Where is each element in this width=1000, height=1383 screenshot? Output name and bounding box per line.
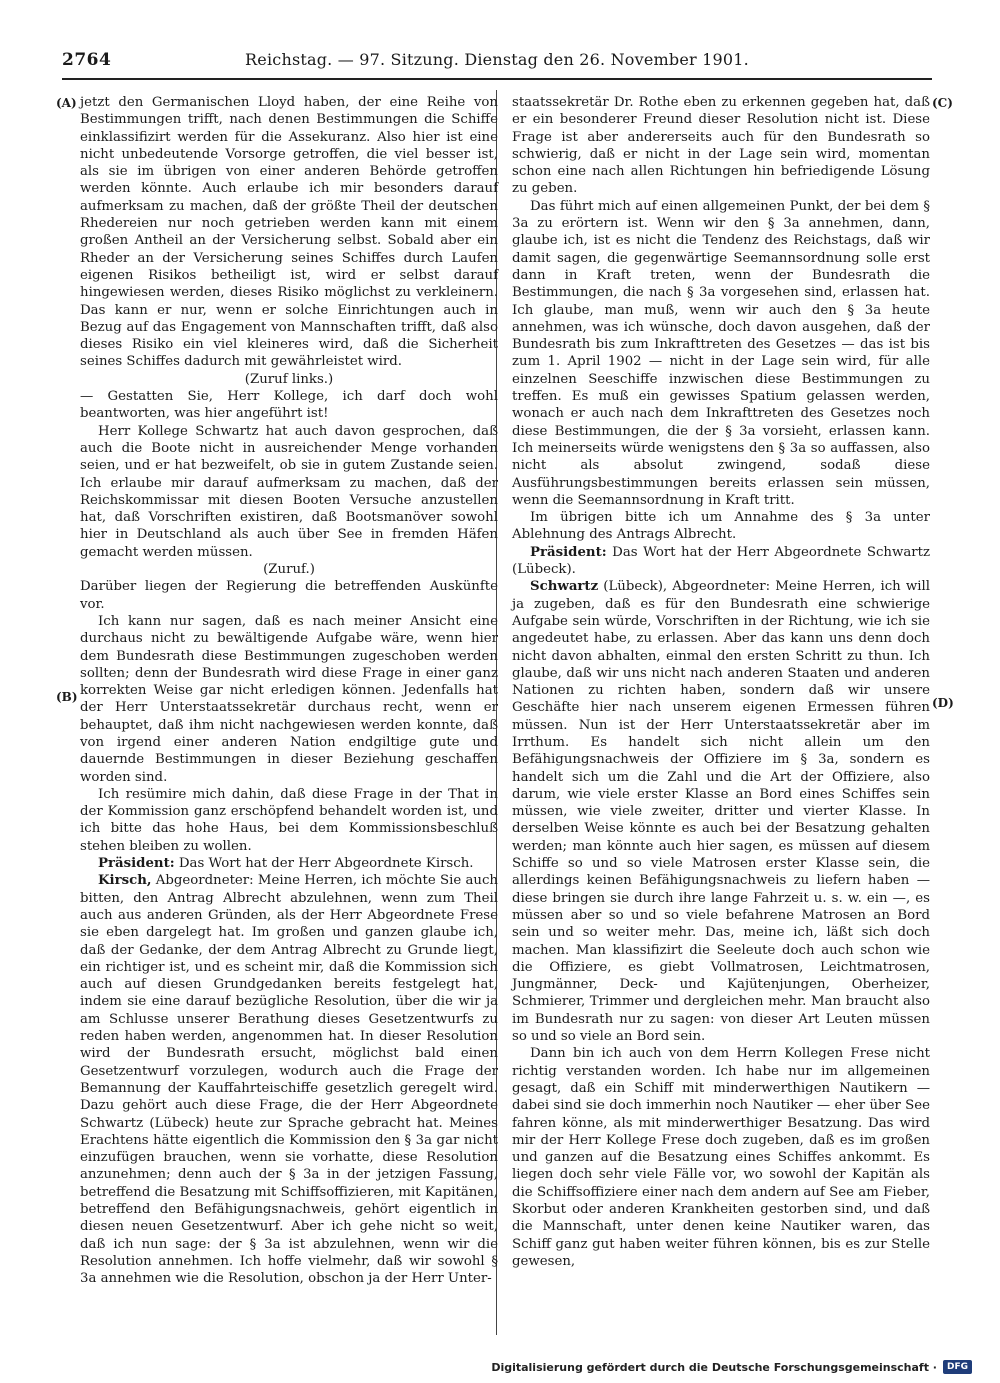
right-column <box>512 94 930 1270</box>
statement-text: Das Wort hat der Herr Abgeordnete Kirsch. <box>178 856 474 872</box>
schwartz-speech <box>512 578 930 1045</box>
page-header <box>62 50 932 74</box>
margin-marker-c: (C) <box>932 96 953 110</box>
paragraph: jetzt den Germanischen Lloyd haben, der eine Reihe von Bestimmungen trifft, nach denen Bestimmungen die Schiffe einklassifizirt werden für die Assekuranz. Also hier ist eine nicht unbedeutende Vorsorge getroffen, die viel besser ist, als sie im übrigen von einer anderen Behörde getroffen werden könnte. Auch erlaube ich mir besonders darauf aufmerksam zu machen, daß der größte Theil der deutschen Rhedereien nur noch getrieben werden kann mit einem großen Antheil an der Versicherung selbst. Sobald aber ein Rheder an der Versicherung seines Schiffes durch Laufen eigenen Risikos betheiligt ist, wird er selbst darauf hingewiesen werden, dieses Risiko möglichst zu verkleinern. Das kann er nur, wenn er solche Einrichtungen auch in Bezug auf das Engagement von Mannschaften trifft, daß also dieses Risiko ein viel kleineres wird, daß die Sicherheit seines Schiffes dadurch mit gewährleistet wird. <box>80 95 498 370</box>
speech-text: (Lübeck), Abgeordneter: Meine Herren, ich will ja zugeben, daß es für den Bundesrath eine schwierige Aufgabe sein würde, Vorschriften in der Richtung, wie ich sie angedeutet habe, zu erlassen. Aber das kann uns denn doch nicht davon abhalten, einmal den ersten Schritt zu thun. Ich glaube, daß wir uns nicht nach anderen Staaten und anderen Nationen zu richten haben, sondern daß wir unsere Geschäfte hier nach unserem eigenen Ermessen führen müssen. Nun ist der Herr Unterstaatssekretär aber im Irrthum. Es handelt sich nicht allein um den Befähigungsnachweis der Offiziere im § 3a, sondern es handelt sich um die Zahl und die Art der Offiziere, also darum, wie viele erster Klasse an Bord eines Schiffes sein müssen, wie viele zweiter, dritter und vierter Klasse. In derselben Weise könnte es auch bei der Besatzung gehalten werden; man könnte auch hier sagen, es müssen auf diesem Schiffe so und so viele Matrosen erster Klasse sein, die allerdings keinen Befähigungsnachweis zu liefern haben — diese bringen sie durch ihre lange Fahrzeit u. s. w. ein —, es müssen aber so und so viele befahrene Matrosen an Bord sein und so weiter mehr. Das, meine ich, läßt sich doch machen. Man klassifizirt die Seeleute doch auch schon wie die Offiziere, es giebt Vollmatrosen, Leichtmatrosen, Jungmänner, Deck- und Kajütenjungen, Oberheizer, Schmierer, Trimmer und dergleichen mehr. Man braucht also im Bundesrath nur zu sagen: von dieser Art Leuten müssen so und so viele an Bord sein. <box>512 579 930 1045</box>
interjection: (Zuruf links.) <box>244 371 334 387</box>
page-number: 2764 <box>62 50 112 70</box>
president-statement <box>80 855 498 872</box>
margin-marker-a: (A) <box>56 96 77 110</box>
speech-text: Abgeordneter: Meine Herren, ich möchte Sie auch bitten, den Antrag Albrecht abzulehnen, wenn zum Theil auch aus anderen Gründen, als der Herr Abgeordnete Frese sie eben dargelegt hat. Im großen und ganzen glaube ich, daß der Gedanke, der dem Antrag Albrecht zu Grunde liegt, ein richtiger ist, und es scheint mir, daß die Kommission sich auch auf diesen Grundgedanken bereits festgelegt hat, indem sie eine darauf bezügliche Resolution, über die wir ja am Schlusse unserer Berathung dieses Gesetzentwurfs zu reden haben werden, angenommen hat. In dieser Resolution wird der Bundesrath ersucht, möglichst bald einen Gesetzentwurf vorzulegen, wodurch auch die Frage der Bemannung der Kauffahrteischiffe gesetzlich geregelt wird. Dazu gehört auch diese Frage, die der Herr Abgeordnete Schwartz (Lübeck) heute zur Sprache gebracht hat. Meines Erachtens hätte eigentlich die Kommission den § 3a gar nicht einzufügen brauchen, wenn sie vorhatte, diese Resolution anzunehmen; denn auch der § 3a in der jetzigen Fassung, betreffend die Besatzung mit Schiffsoffizieren, mit Kapitänen, betreffend den Befähigungsnachweis, gehört eigentlich in diesen neuen Gesetzentwurf. Aber ich gehe nicht so weit, daß ich nun sage: der § 3a ist abzulehnen, wenn wir die Resolution annehmen. Ich hoffe vielmehr, daß wir sowohl § 3a annehmen wie die Resolution, obschon ja der Herr Unter- <box>80 873 498 1287</box>
kirsch-speech <box>80 872 498 1287</box>
margin-marker-d: (D) <box>932 696 954 710</box>
margin-marker-b: (B) <box>56 690 78 704</box>
paragraph: — Gestatten Sie, Herr Kollege, ich darf doch wohl beantworten, was hier angeführt ist! <box>80 389 498 422</box>
paragraph: Ich resümire mich dahin, daß diese Frage in der That in der Kommission ganz erschöpfend behandelt worden ist, und ich bitte das hohe Haus, bei dem Kommissionsbeschluß stehen bleiben zu wollen. <box>80 786 498 854</box>
paragraph: Im übrigen bitte ich um Annahme des § 3a unter Ablehnung des Antrags Albrecht. <box>512 510 930 543</box>
president-statement <box>512 544 930 579</box>
paragraph: Dann bin ich auch von dem Herrn Kollegen Frese nicht richtig verstanden worden. Ich habe nur im allgemeinen gesagt, daß ein Schiff mit minderwerthigen Nautikern — dabei sind sie doch immerhin noch Nautiker — eher über See fahren könne, als mit minderwerthiger Besatzung. Das wird mir der Herr Kollege Frese doch zugeben, daß es im großen und ganzen auf die Besatzung eines Schiffes ankommt. Es liegen doch sehr viele Fälle vor, wo sowohl der Kapitän als die Schiffsoffiziere einer nach dem andern auf See am Fieber, Skorbut oder anderen Krankheiten gestorben sind, und daß die Mannschaft, unter denen keine Nautiker waren, das Schiff ganz gut haben weiter führen können, bis es zur Stelle gewesen, <box>512 1046 930 1269</box>
paragraph: staatssekretär Dr. Rothe eben zu erkennen gegeben hat, daß er ein besonderer Freund dieser Resolution nicht ist. Diese Frage ist aber andererseits auch für den Bundesrath so schwierig, daß er nicht in der Lage sein wird, momentan schon eine nach allen Richtungen hin befriedigende Lösung zu geben. <box>512 95 930 197</box>
header-rule <box>62 78 932 80</box>
speaker-label: Kirsch, <box>98 873 152 889</box>
speaker-label: Präsident: <box>530 544 607 560</box>
statement-text: Das Wort hat der Herr Abgeordnete Schwartz (Lübeck). <box>512 544 930 578</box>
speaker-label: Schwartz <box>530 579 599 595</box>
dfg-logo-icon: DFG <box>943 1360 972 1374</box>
interjection: (Zuruf.) <box>263 562 315 578</box>
paragraph: Herr Kollege Schwartz hat auch davon gesprochen, daß auch die Boote nicht in ausreichender Menge vorhanden seien, und er hat bezweifelt, ob sie in gutem Zustande seien. Ich erlaube mir darauf aufmerksam zu machen, daß der Reichskommissar mit diesen Booten Versuche anzustellen hat, daß Vorschriften existiren, daß Bootsmanöver sowohl hier in Deutschland als auch über See in fremden Häfen gemacht werden müssen. <box>80 423 498 560</box>
paragraph: Darüber liegen der Regierung die betreffenden Auskünfte vor. <box>80 579 498 612</box>
paragraph: Das führt mich auf einen allgemeinen Punkt, der bei dem § 3a zu erörtern ist. Wenn wir den § 3a annehmen, dann, glaube ich, ist es nicht die Tendenz des Reichstags, daß wir damit sagen, die gegenwärtige Seemannsordnung solle erst dann in Kraft treten, wenn der Bundesrath die Bestimmungen, die nach § 3a vorgesehen sind, erlassen hat. Ich glaube, man muß, wenn wir auch den § 3a heute annehmen, was ich wünsche, doch davon ausgehen, daß der Bundesrath bis zum Inkrafttreten des Gesetzes — das ist bis zum 1. April 1902 — nicht in der Lage sein wird, für alle einzelnen Seeschiffe inzwischen diese Bestimmungen zu treffen. Es muß ein gewisses Spatium gelassen werden, wonach er auch nach dem Inkrafttreten des Gesetzes noch diese Bestimmungen, die der § 3a vorsieht, erlassen kann. Ich meinerseits würde wenigstens den § 3a so auffassen, also nicht als absolut zwingend, sodaß diese Ausführungsbestimmungen bereits erlassen sein müssen, wenn die Seemannsordnung in Kraft tritt. <box>512 198 930 508</box>
paragraph: Ich kann nur sagen, daß es nach meiner Ansicht eine durchaus nicht zu bewältigende Aufgabe wäre, wenn hier dem Bundesrath diese Bestimmungen zugeschoben werden sollten; denn der Bundesrath wird diese Frage in einer ganz korrekten Weise gar nicht erledigen können. Jedenfalls hat der Herr Unterstaatssekretär durchaus recht, wenn er behauptet, daß ihm nicht nachgewiesen werden konnte, daß von irgend einer anderen Nation endgiltige gute und dauernde Bestimmungen in dieser Beziehung geschaffen worden sind. <box>80 613 498 785</box>
left-column <box>80 94 498 1287</box>
speaker-label: Präsident: <box>98 856 175 872</box>
footer-credit <box>491 1360 972 1374</box>
running-title: Reichstag. — 97. Sitzung. Dienstag den 26. November 1901. <box>245 50 749 69</box>
credit-text: Digitalisierung gefördert durch die Deutsche Forschungsgemeinschaft · <box>491 1360 937 1374</box>
